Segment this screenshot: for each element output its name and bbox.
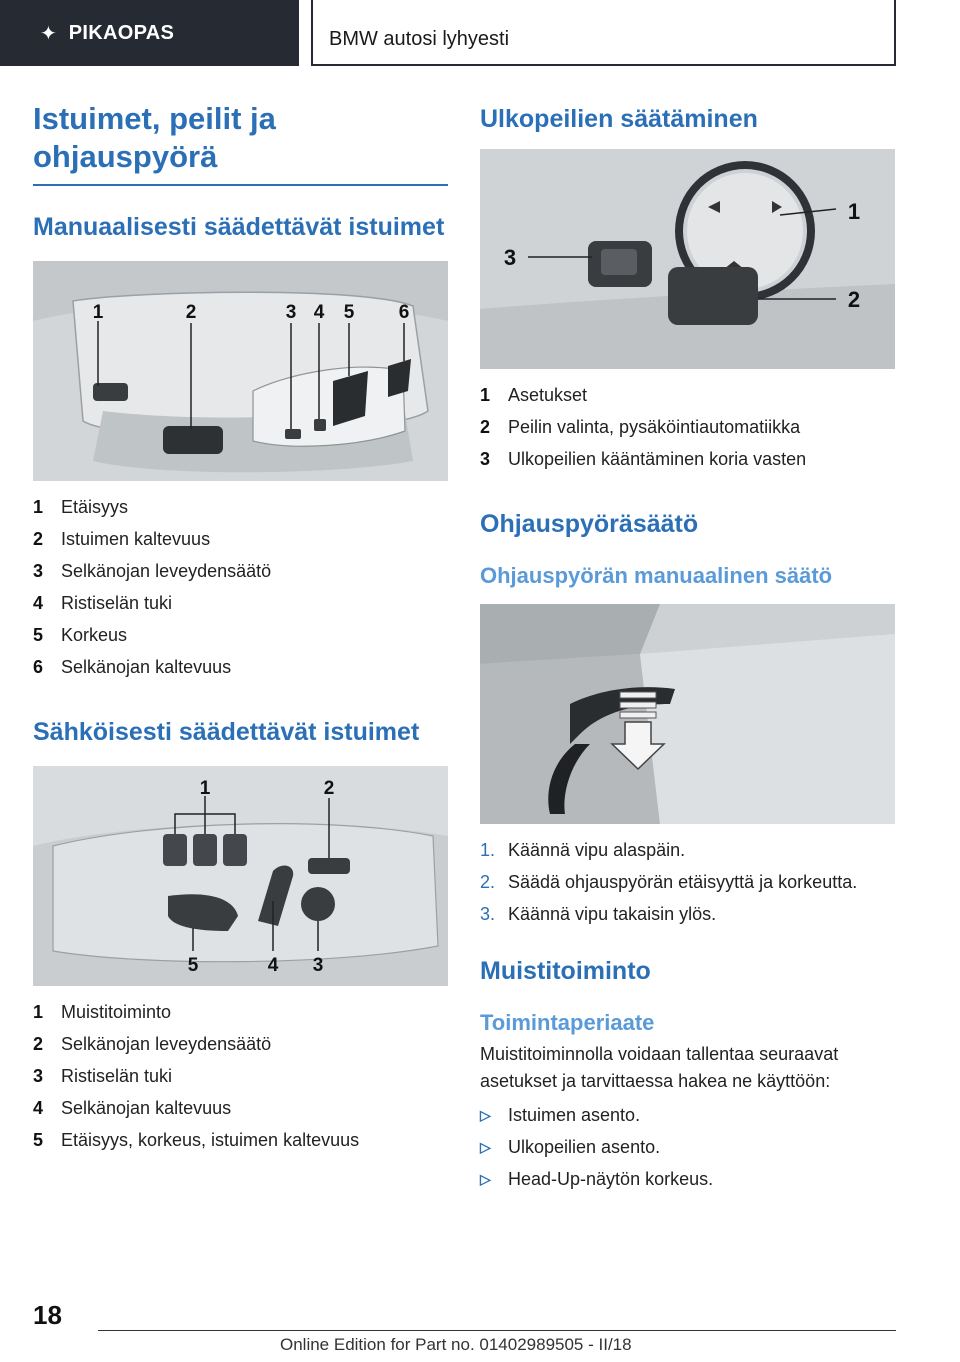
- header-tab-label: PIKAOPAS: [68, 21, 175, 44]
- memory-bullets: [480, 1099, 896, 1195]
- manual-seat-image: [33, 261, 448, 481]
- manual-label-1: 1: [92, 302, 104, 323]
- mirror-label-3: 3: [503, 245, 517, 270]
- list-item: 2 Selkänojan leveydensäätö: [33, 1034, 272, 1054]
- list-item: 4 Ristiselän tuki: [33, 593, 173, 613]
- electric-label-5: 5: [187, 955, 199, 976]
- manual-label-2: 2: [185, 302, 197, 323]
- mirror-label-1: 1: [847, 199, 861, 224]
- manual-label-3: 3: [285, 302, 297, 323]
- header-title: BMW autosi lyhyesti: [311, 0, 896, 66]
- list-item: ▷ Ulkopeilien asento.: [480, 1131, 896, 1163]
- electric-seats-heading: Sähköisesti säädettävät istuimet: [33, 718, 420, 746]
- steering-lever-image: [480, 604, 895, 824]
- memory-heading: Muistitoiminto: [480, 957, 651, 985]
- triangle-bullet-icon: ▷: [480, 1107, 491, 1123]
- steering-heading: Ohjauspyöräsäätö: [480, 510, 699, 538]
- title-divider: [33, 184, 448, 186]
- electric-label-2: 2: [323, 778, 335, 799]
- star-icon: ✦: [40, 22, 57, 45]
- memory-subheading: Toimintaperiaate: [480, 1010, 655, 1035]
- header-tab: [0, 0, 299, 66]
- manual-seats-heading: Manuaalisesti säädettävät istuimet: [33, 213, 445, 241]
- manual-label-4: 4: [313, 302, 325, 323]
- list-item: 3. Käännä vipu takaisin ylös.: [480, 904, 717, 924]
- list-item: 1 Etäisyys: [33, 497, 129, 517]
- electric-seat-image: [33, 766, 448, 986]
- left-column: [33, 100, 448, 1156]
- page-title: Istuimet, peilit ja ohjauspyörä: [33, 101, 276, 174]
- right-column: [480, 100, 896, 1195]
- list-item: 2 Istuimen kaltevuus: [33, 529, 211, 549]
- mirrors-heading: Ulkopeilien säätäminen: [480, 105, 758, 133]
- list-item: 1 Muistitoiminto: [33, 1002, 172, 1022]
- mirror-label-2: 2: [847, 287, 861, 312]
- footer-divider: [98, 1330, 896, 1331]
- list-item: ▷ Head-Up-näytön korkeus.: [480, 1163, 896, 1195]
- manual-label-5: 5: [343, 302, 355, 323]
- list-item: 1 Asetukset: [480, 385, 588, 405]
- list-item: 3 Ristiselän tuki: [33, 1066, 173, 1086]
- list-item: 2 Peilin valinta, pysäköintiautomatiikka: [480, 417, 801, 437]
- list-item: 1. Käännä vipu alaspäin.: [480, 840, 686, 860]
- triangle-bullet-icon: ▷: [480, 1139, 491, 1155]
- footer-edition: Online Edition for Part no. 01402989505 - II/18: [280, 1335, 632, 1354]
- electric-label-1: 1: [199, 778, 211, 799]
- list-item: 3 Selkänojan leveydensäätö: [33, 561, 272, 581]
- list-item: 3 Ulkopeilien kääntäminen koria vasten: [480, 449, 807, 469]
- electric-label-3: 3: [312, 955, 324, 976]
- electric-seat-legend: [33, 996, 448, 1156]
- memory-paragraph: Muistitoiminnolla voidaan tallentaa seuraavat asetukset ja tarvittaessa hakea ne käyttöön:: [480, 1044, 839, 1091]
- mirror-controls-image: [480, 149, 895, 369]
- page-number: 18: [33, 1300, 62, 1330]
- list-item: 4 Selkänojan kaltevuus: [33, 1098, 232, 1118]
- manual-label-6: 6: [398, 302, 410, 323]
- manual-seat-legend: [33, 491, 448, 683]
- mirror-legend: [480, 379, 896, 475]
- list-item: 6 Selkänojan kaltevuus: [33, 657, 232, 677]
- list-item: 5 Korkeus: [33, 625, 128, 645]
- triangle-bullet-icon: ▷: [480, 1171, 491, 1187]
- steering-subheading: Ohjauspyörän manuaalinen säätö: [480, 563, 833, 588]
- list-item: ▷ Istuimen asento.: [480, 1099, 896, 1131]
- steering-steps: [480, 834, 896, 930]
- list-item: 5 Etäisyys, korkeus, istuimen kaltevuus: [33, 1130, 360, 1150]
- electric-label-4: 4: [267, 955, 279, 976]
- list-item: 2. Säädä ohjauspyörän etäisyyttä ja korkeutta.: [480, 872, 858, 892]
